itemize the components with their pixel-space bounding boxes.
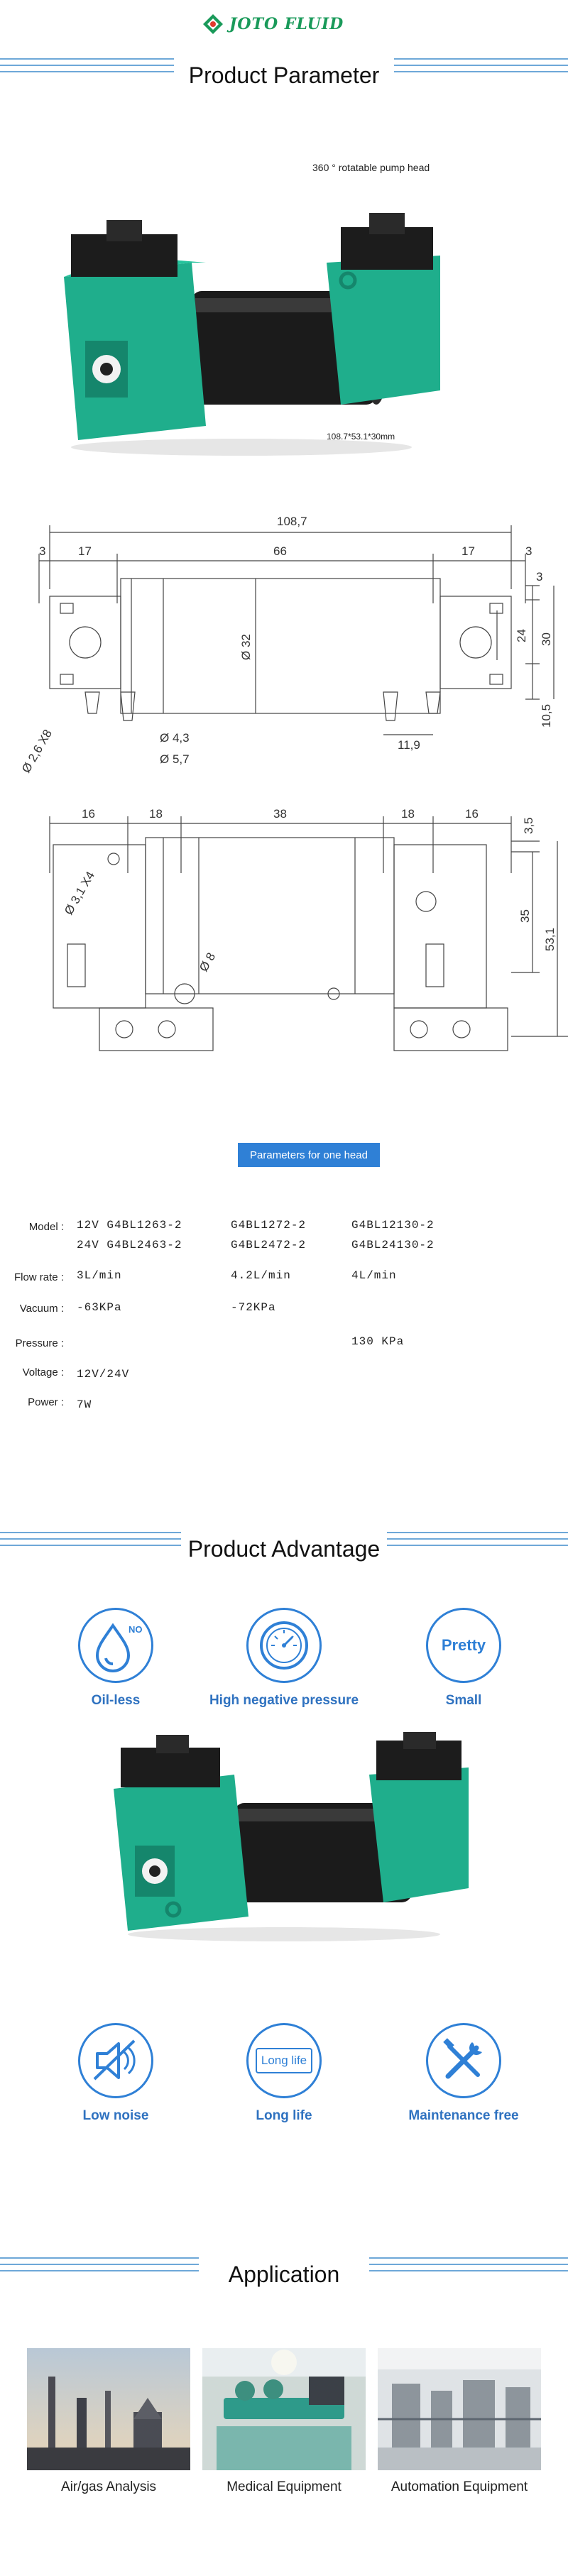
- application-image-automation: [378, 2348, 541, 2470]
- section-header-advantage: [0, 1532, 568, 1567]
- dim-left-head: 17: [78, 544, 92, 558]
- speaker-mute-icon: [78, 2023, 153, 2098]
- dim-mid-38: 38: [273, 807, 287, 821]
- vacuum-c2: -72KPa: [231, 1301, 276, 1314]
- no-oil-drop-icon: [78, 1608, 153, 1683]
- pressure-gauge-icon: [246, 1608, 322, 1683]
- dim-right-gap: 3: [525, 544, 532, 558]
- dim-11-9: 11,9: [398, 738, 420, 752]
- application-image-air-gas: [27, 2348, 190, 2470]
- dim-right-24: 24: [515, 629, 528, 642]
- dim-left-gap: 3: [39, 544, 46, 558]
- model-24v: 24V G4BL2463-2: [77, 1239, 182, 1251]
- model-c2-24: G4BL2472-2: [231, 1239, 307, 1251]
- top-view-drawing: [0, 497, 568, 795]
- brand-logo: [202, 10, 366, 38]
- advantage-label-long-life: Long life: [256, 2108, 312, 2123]
- advantage-label-low-noise: Low noise: [82, 2108, 149, 2123]
- section-header-parameter: [0, 58, 568, 94]
- dim-top-3-5: 3,5: [522, 817, 535, 834]
- flow-c2: 4.2L/min: [231, 1269, 291, 1282]
- label-flow: Flow rate :: [13, 1271, 64, 1283]
- flow-c1: 3L/min: [77, 1269, 122, 1282]
- dim-motor-dia: Ø 32: [239, 634, 253, 660]
- dim-nozzle: Ø 2,6 X8: [19, 727, 55, 775]
- power-value: 7W: [77, 1398, 92, 1411]
- flow-c3: 4L/min: [351, 1269, 397, 1282]
- advantage-label-maintenance-free: Maintenance free: [408, 2108, 519, 2123]
- dim-right-head: 17: [462, 544, 475, 558]
- pump-photo-2: [99, 1732, 469, 1945]
- model-12v: 12V G4BL1263-2: [77, 1219, 182, 1232]
- voltage-value: 12V/24V: [77, 1368, 130, 1381]
- dim-hole: Ø 3,1 X4: [62, 869, 98, 917]
- parameters-badge: Parameters for one head: [238, 1143, 380, 1167]
- long-life-icon: Long life: [246, 2023, 322, 2098]
- section-title: Product Advantage: [187, 1536, 381, 1562]
- label-pressure: Pressure :: [15, 1337, 64, 1349]
- section-header-application: [0, 2257, 568, 2293]
- dim-5-7: Ø 5,7: [160, 752, 190, 766]
- section-title: Product Parameter: [188, 62, 380, 88]
- section-title: Application: [228, 2262, 340, 2287]
- label-voltage: Voltage :: [22, 1366, 64, 1379]
- vacuum-c1: -63KPa: [77, 1301, 122, 1314]
- joto-logo-icon: [202, 13, 224, 35]
- model-c3-24: G4BL24130-2: [351, 1239, 435, 1251]
- dim-left-16: 16: [82, 807, 95, 821]
- application-label-air-gas: Air/gas Analysis: [60, 2479, 157, 2494]
- svg-text:NO: NO: [129, 1624, 143, 1635]
- pressure-c3: 130 KPa: [351, 1335, 405, 1348]
- pretty-small-icon: Pretty: [426, 1608, 501, 1683]
- dim-right-10-5: 10,5: [540, 703, 553, 728]
- model-c3-12: G4BL12130-2: [351, 1219, 435, 1232]
- dim-dia-8: Ø 8: [197, 950, 219, 974]
- label-power: Power :: [28, 1396, 64, 1408]
- dim-overall: 108,7: [277, 515, 307, 528]
- advantage-label-small: Small: [445, 1693, 482, 1708]
- dim-right-3: 3: [536, 570, 543, 583]
- tools-crossed-icon: [426, 2023, 501, 2098]
- advantage-label-high-negative-pressure: High negative pressure: [209, 1693, 359, 1708]
- application-label-medical: Medical Equipment: [226, 2479, 342, 2494]
- dim-left-18: 18: [149, 807, 163, 821]
- rotatable-note: 360 ° rotatable pump head: [312, 162, 430, 173]
- dim-motor: 66: [273, 544, 287, 558]
- label-vacuum: Vacuum :: [19, 1303, 64, 1315]
- dimensions-note: 108.7*53.1*30mm: [327, 432, 395, 442]
- label-model: Model :: [28, 1221, 64, 1233]
- pump-photo: [43, 213, 440, 461]
- dim-h-53-1: 53,1: [543, 927, 557, 951]
- brand-name: JOTO FLUID: [229, 15, 344, 33]
- dim-right-16: 16: [465, 807, 479, 821]
- dim-right-30: 30: [540, 632, 553, 646]
- dim-h-35: 35: [518, 909, 532, 923]
- side-view-drawing: [0, 802, 568, 1086]
- dim-4-3: Ø 4,3: [160, 731, 190, 745]
- model-c2-12: G4BL1272-2: [231, 1219, 307, 1232]
- application-image-medical: [202, 2348, 366, 2470]
- dim-right-18: 18: [401, 807, 415, 821]
- application-label-automation: Automation Equipment: [390, 2479, 528, 2494]
- advantage-label-oil-less: Oil-less: [91, 1693, 141, 1708]
